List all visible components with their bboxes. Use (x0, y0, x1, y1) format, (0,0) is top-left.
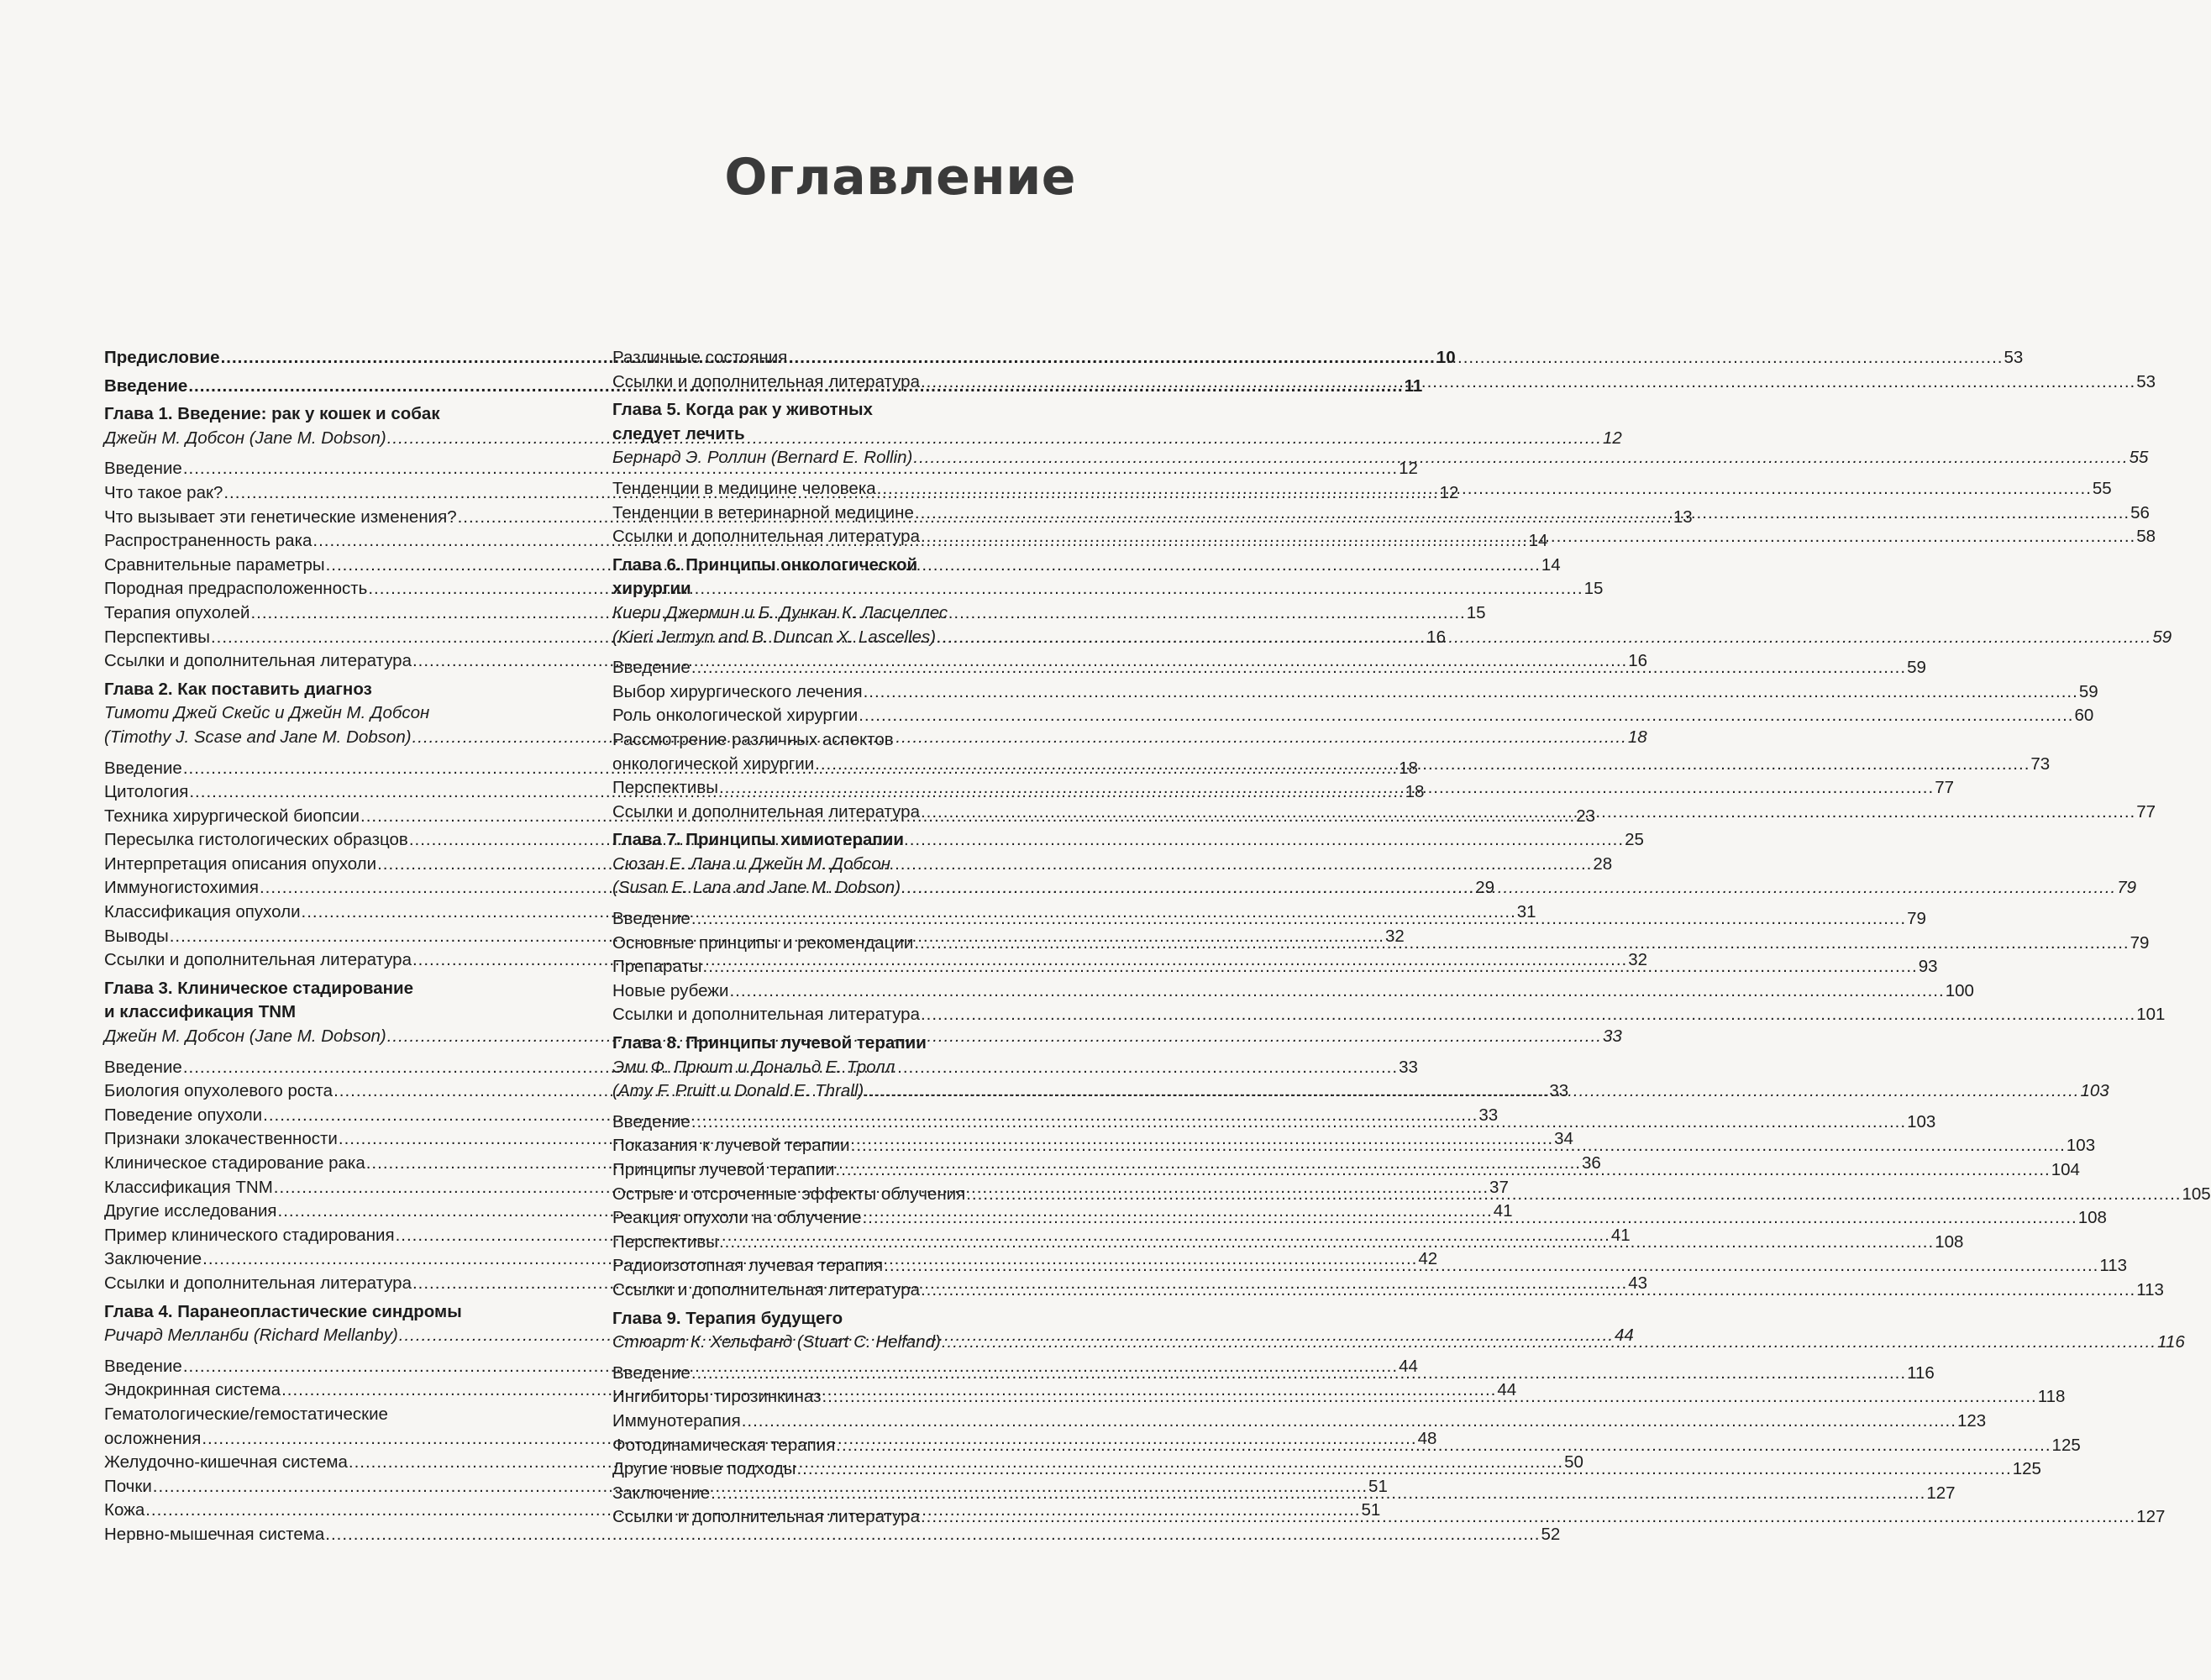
entry-label: Фотодинамическая терапия (612, 1435, 836, 1455)
entry-label: Ингибиторы тирозинкиназ (612, 1387, 822, 1407)
chapter-3-title-line2[interactable]: и классификация TNM (104, 1002, 297, 1022)
dot-leader (921, 1278, 2135, 1303)
entry-page: 77 (1935, 778, 1955, 798)
page-title: Оглавление (724, 148, 1076, 207)
entry-page: 31 (1516, 902, 1536, 922)
entry-page: 51 (1361, 1500, 1381, 1520)
entry-page: 36 (1581, 1153, 1601, 1173)
entry-label: Другие новые подходы (612, 1459, 796, 1479)
entry-page: 34 (1554, 1129, 1573, 1149)
entry-label: осложнения (104, 1428, 202, 1448)
entry-label: Тенденции в ветеринарной медицине (612, 502, 914, 522)
toc-entry[interactable] (612, 1410, 1987, 1434)
chapter-6-title[interactable]: Глава 6. Принципы онкологической (612, 554, 918, 575)
dot-leader (788, 346, 2003, 370)
dot-leader (921, 1003, 2135, 1027)
entry-page: 16 (1628, 651, 1648, 671)
chapter-5-title-line2[interactable]: следует лечить (612, 423, 745, 444)
chapter-4-title[interactable]: Глава 4. Паранеопластические синдромы (104, 1301, 462, 1321)
entry-page: 103 (1907, 1111, 1936, 1131)
entry-label: Радиоизотопная лучевая терапия (612, 1256, 884, 1276)
entry-label: Бернард Э. Роллин (Bernard E. Rollin) (612, 448, 913, 468)
chapter-8-title[interactable]: Глава 8. Принципы лучевой терапии (612, 1033, 927, 1053)
entry-label: Реакция опухоли на облучение (612, 1208, 862, 1228)
entry-page: 12 (1439, 482, 1459, 502)
chapter-7-author-line: Сюзан Е. Лана и Джейн М. Добсон (612, 853, 890, 874)
dot-leader (836, 1158, 2051, 1183)
entry-page: 59 (1907, 658, 1926, 678)
entry-label: Кожа (104, 1500, 145, 1520)
entry-label: Ричард Мелланби (Richard Mellanby) (104, 1326, 398, 1346)
chapter-1-title[interactable]: Глава 1. Введение: рак у кошек и собак (104, 404, 440, 424)
dot-leader (921, 1505, 2135, 1530)
entry-page: 33 (1549, 1081, 1569, 1101)
dot-leader (691, 656, 1906, 680)
entry-label: Эндокринная система (104, 1380, 281, 1400)
toc-entry-line[interactable]: Гематологические/гемостатические (104, 1404, 388, 1424)
entry-label: Ссылки и дополнительная литература (612, 371, 920, 391)
entry-page: 16 (1426, 627, 1447, 647)
entry-label: Ссылки и дополнительная литература (104, 1273, 412, 1293)
dot-leader (914, 932, 2129, 956)
entry-page: 53 (2004, 348, 2024, 367)
entry-label: Классификация опухоли (104, 902, 301, 922)
dot-leader (921, 801, 2135, 825)
entry-page: 25 (1625, 830, 1644, 850)
entry-label: Цитология (104, 782, 189, 802)
entry-label: Джейн М. Добсон (Jane M. Dobson) (104, 428, 386, 448)
entry-label: (Kieri Jermyn and B. Duncan X. Lascelles) (612, 627, 937, 647)
entry-label: Острые и отсроченные эффекты облучения (612, 1184, 966, 1204)
dot-leader (711, 1482, 1925, 1506)
entry-page: 18 (1405, 782, 1425, 802)
entry-label: Ссылки и дополнительная литература (612, 527, 920, 547)
entry-page: 41 (1493, 1201, 1513, 1221)
entry-label: Поведение опухоли (104, 1105, 263, 1125)
entry-label: Признаки злокачественности (104, 1129, 338, 1149)
entry-label: Введение (612, 658, 691, 678)
entry-page: 79 (1907, 909, 1926, 929)
entry-page: 51 (1368, 1476, 1388, 1496)
entry-page: 37 (1489, 1177, 1509, 1197)
entry-page: 113 (2099, 1256, 2128, 1276)
entry-page: 44 (1399, 1356, 1418, 1376)
entry-page: 118 (2037, 1387, 2066, 1407)
entry-label: Ссылки и дополнительная литература (612, 1005, 920, 1025)
entry-page: 60 (2074, 706, 2094, 726)
entry-label: Введение (612, 1362, 691, 1383)
entry-label: Породная предрасположенность (104, 579, 368, 599)
entry-label: онкологической хирургии (612, 753, 815, 774)
toc-entry[interactable] (612, 704, 2094, 728)
dot-leader (915, 501, 2130, 526)
toc-entry-line[interactable]: Рассмотрение различных аспектов (612, 729, 894, 749)
entry-page: 50 (1564, 1452, 1583, 1473)
entry-label: Иммуногистохимия (104, 878, 259, 898)
chapter-8-author-line: Эми Ф. Прюит и Дональд Е. Тролл (612, 1057, 895, 1077)
entry-label: Пример клинического стадирования (104, 1225, 395, 1245)
entry-label: Иммунотерапия (612, 1410, 741, 1431)
entry-page: 52 (1541, 1524, 1561, 1544)
chapter-6-title-line2[interactable]: хирургии (612, 579, 691, 599)
entry-label: Препараты (612, 957, 702, 977)
entry-page: 33 (1399, 1057, 1418, 1077)
dot-leader (822, 1385, 2036, 1410)
entry-label: Что такое рак? (104, 482, 223, 502)
entry-page: 103 (2080, 1081, 2109, 1101)
dot-leader (921, 525, 2135, 549)
entry-page: 12 (1602, 428, 1622, 448)
entry-page: 28 (1593, 853, 1613, 874)
chapter-9-title[interactable]: Глава 9. Терапия будущего (612, 1308, 843, 1328)
entry-page: 43 (1628, 1273, 1648, 1293)
entry-label: Терапия опухолей (104, 602, 250, 622)
dot-leader (862, 1206, 2077, 1231)
entry-page: 15 (1466, 602, 1486, 622)
entry-page: 79 (2117, 878, 2137, 898)
entry-label: Классификация TNM (104, 1177, 273, 1197)
dot-leader (864, 680, 2078, 705)
entry-label: Нервно-мышечная система (104, 1524, 325, 1544)
entry-page: 53 (2136, 371, 2156, 391)
entry-page: 29 (1475, 878, 1495, 898)
entry-page: 15 (1583, 579, 1604, 599)
chapter-7-title[interactable]: Глава 7. Принципы химиотерапии (612, 830, 905, 850)
dot-leader (691, 1362, 1906, 1386)
dot-leader (901, 876, 2116, 900)
dot-leader (742, 1410, 1956, 1434)
entry-label: Желудочно-кишечная система (104, 1452, 348, 1473)
chapter-6-author-line: Киери Джермин и Б. Дункан К. Ласцеллес (612, 602, 948, 622)
entry-label: Выводы (104, 926, 169, 946)
dot-leader (877, 477, 2092, 501)
dot-leader (796, 1457, 2011, 1482)
entry-label: Введение (612, 1111, 691, 1131)
entry-label: Основные принципы и рекомендации (612, 932, 914, 953)
entry-label: Введение (104, 1356, 182, 1376)
entry-label: Роль онкологической хирургии (612, 706, 859, 726)
entry-page: 73 (2030, 753, 2051, 774)
entry-label: Принципы лучевой терапии (612, 1160, 835, 1179)
entry-label: Биология опухолевого роста (104, 1081, 333, 1101)
entry-label: (Timothy J. Scase and Jane M. Dobson) (104, 727, 412, 747)
entry-page: 93 (1918, 957, 1938, 977)
entry-page: 103 (2066, 1136, 2096, 1156)
entry-page: 18 (1627, 727, 1647, 747)
entry-label: Тенденции в медицине человека (612, 478, 876, 498)
entry-label: Заключение (612, 1483, 711, 1503)
entry-page: 12 (1399, 459, 1418, 479)
entry-label: Джейн М. Добсон (Jane M. Dobson) (104, 1026, 386, 1047)
entry-page: 55 (2129, 448, 2149, 468)
entry-page: 104 (2051, 1160, 2080, 1179)
toc-entry[interactable] (612, 1003, 2166, 1027)
toc-entry[interactable] (104, 1355, 1418, 1379)
dot-leader (815, 753, 2030, 777)
entry-page: 48 (1417, 1428, 1437, 1448)
entry-page: 127 (1926, 1483, 1956, 1503)
entry-label: Заключение (104, 1249, 202, 1269)
dot-leader (864, 1079, 2079, 1104)
entry-page: 125 (2012, 1459, 2041, 1479)
entry-page: 14 (1541, 554, 1561, 575)
entry-page: 18 (1399, 758, 1418, 778)
entry-page: 32 (1628, 950, 1648, 970)
dot-leader (729, 979, 1944, 1004)
entry-page: 100 (1945, 980, 1974, 1000)
dot-leader (859, 704, 2073, 728)
entry-page: 55 (2092, 478, 2112, 498)
entry-label: Введение (104, 459, 182, 479)
entry-label: Показания к лучевой терапии (612, 1136, 850, 1156)
entry-page: 42 (1418, 1249, 1438, 1269)
entry-page: 33 (1478, 1105, 1499, 1125)
entry-page: 59 (2078, 681, 2098, 701)
entry-label: Перспективы (104, 627, 210, 647)
dot-leader (937, 626, 2151, 650)
entry-page: 58 (2136, 527, 2156, 547)
entry-label: Предисловие (104, 348, 220, 367)
entry-page: 125 (2051, 1435, 2081, 1455)
entry-label: Различные состояния (612, 348, 788, 367)
entry-page: 14 (1528, 531, 1548, 551)
dot-leader (703, 955, 1918, 979)
entry-page: 56 (2130, 502, 2150, 522)
dot-leader (836, 1434, 2051, 1458)
dot-leader (719, 776, 1934, 801)
entry-page: 41 (1610, 1225, 1631, 1245)
entry-label: Интерпретация описания опухоли (104, 853, 377, 874)
entry-label: Введение (104, 375, 188, 396)
entry-page: 105 (2182, 1184, 2211, 1204)
dot-leader (719, 1231, 1934, 1255)
entry-label: Сравнительные параметры (104, 554, 325, 575)
chapter-2-author-line: Тимоти Джей Скейс и Джейн М. Добсон (104, 703, 430, 723)
entry-page: 44 (1497, 1380, 1517, 1400)
entry-label: Ссылки и дополнительная литература (612, 1279, 920, 1299)
entry-label: Ссылки и дополнительная литература (104, 950, 412, 970)
entry-page: 101 (2136, 1005, 2166, 1025)
entry-page: 11 (1404, 375, 1423, 396)
entry-label: Стюарт К. Хельфанд (Stuart C. Helfand) (612, 1332, 941, 1352)
entry-page: 44 (1615, 1326, 1634, 1346)
entry-label: (Amy F. Pruitt и Donald E. Thrall) (612, 1081, 864, 1101)
chapter-5-title[interactable]: Глава 5. Когда рак у животных (612, 400, 873, 420)
entry-page: 123 (1956, 1410, 1987, 1431)
entry-label: Введение (104, 758, 182, 778)
dot-leader (884, 1254, 2098, 1278)
dot-leader (913, 446, 2128, 470)
entry-label: Выбор хирургического лечения (612, 681, 863, 701)
entry-page: 116 (1907, 1362, 1935, 1383)
toc-entry[interactable] (104, 1523, 1561, 1547)
entry-page: 108 (2077, 1208, 2107, 1228)
entry-page: 113 (2136, 1279, 2164, 1299)
entry-page: 77 (2136, 801, 2156, 822)
dot-leader (921, 370, 2135, 395)
entry-label: Клиническое стадирование рака (104, 1153, 365, 1173)
dot-leader (691, 907, 1906, 932)
entry-page: 59 (2152, 627, 2172, 647)
entry-page: 79 (2130, 932, 2150, 953)
entry-label: (Susan E. Lana and Jane M. Dobson) (612, 878, 901, 898)
entry-page: 108 (1935, 1231, 1964, 1252)
toc-entry[interactable] (612, 680, 2098, 705)
dot-leader (966, 1183, 2181, 1207)
entry-label: Перспективы (612, 1231, 718, 1252)
entry-label: Распространенность рака (104, 531, 312, 551)
entry-page: 13 (1673, 507, 1693, 527)
entry-label: Введение (612, 909, 691, 929)
entry-page: 116 (2157, 1332, 2185, 1352)
dot-leader (851, 1134, 2066, 1158)
entry-page: 33 (1602, 1026, 1622, 1047)
entry-label: Ссылки и дополнительная литература (104, 651, 412, 671)
entry-label: Новые рубежи (612, 980, 729, 1000)
entry-label: Перспективы (612, 778, 718, 798)
entry-page: 10 (1436, 348, 1456, 367)
entry-label: Другие исследования (104, 1201, 277, 1221)
entry-page: 32 (1384, 926, 1405, 946)
entry-label: Ссылки и дополнительная литература (612, 801, 920, 822)
dot-leader (942, 1331, 2156, 1355)
entry-label: Техника хирургической биопсии (104, 806, 360, 826)
entry-label: Почки (104, 1476, 152, 1496)
entry-label: Пересылка гистологических образцов (104, 830, 408, 850)
entry-label: Что вызывает эти генетические изменения? (104, 507, 457, 527)
toc-entry[interactable] (612, 979, 1974, 1004)
dot-leader (691, 1110, 1906, 1135)
entry-page: 23 (1576, 806, 1596, 826)
toc-entry[interactable] (104, 1272, 1648, 1296)
entry-page: 127 (2136, 1507, 2166, 1527)
entry-label: Ссылки и дополнительная литература (612, 1507, 920, 1527)
entry-label: Введение (104, 1057, 182, 1077)
chapter-3-title[interactable]: Глава 3. Клиническое стадирование (104, 978, 414, 998)
chapter-2-title[interactable]: Глава 2. Как поставить диагноз (104, 679, 372, 699)
